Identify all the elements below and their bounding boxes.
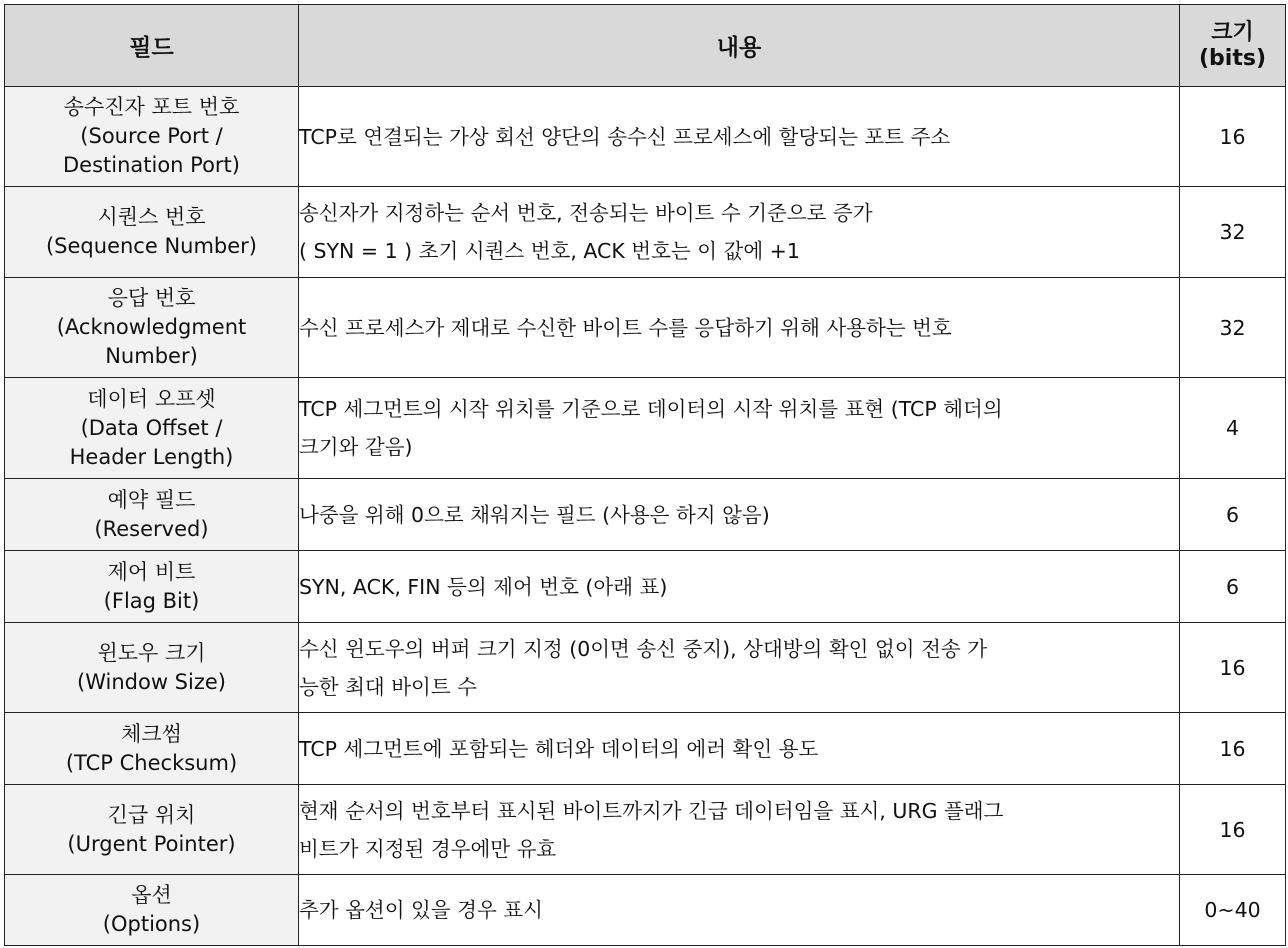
description-text: SYN, ACK, FIN 등의 제어 번호 (아래 표) (299, 574, 668, 599)
description-cell (299, 623, 1180, 713)
table-row (5, 87, 1286, 187)
description-text: 수신 윈도우의 버퍼 크기 지정 (0이면 송신 중지), 상대방의 확인 없이 전송 가 (299, 636, 988, 661)
field-name-en: (Reserved) (94, 516, 209, 541)
description-text: 현재 순서의 번호부터 표시된 바이트까지가 긴급 데이터임을 표시, URG 플래그 (299, 798, 1004, 823)
field-name-ko: 긴급 위치 (107, 802, 196, 827)
field-name-ko: 체크썸 (121, 721, 182, 746)
bits-cell: 32 (1180, 278, 1286, 378)
bits-cell: 16 (1180, 713, 1286, 785)
field-name-en-cont: Header Length) (69, 444, 234, 469)
field-name-ko: 예약 필드 (107, 487, 196, 512)
table-row (5, 479, 1286, 551)
size-column-header (1180, 5, 1286, 87)
field-cell (5, 278, 299, 378)
tcp-header-table (4, 4, 1286, 946)
field-name-en: (Options) (102, 912, 201, 936)
field-cell (5, 378, 299, 479)
size-header-unit: (bits) (1198, 45, 1266, 71)
bits-cell: 6 (1180, 551, 1286, 623)
table-row (5, 785, 1286, 875)
bits-cell: 16 (1180, 87, 1286, 187)
field-name-en: (Flag Bit) (103, 588, 200, 613)
field-name-ko: 제어 비트 (107, 559, 196, 584)
bits-cell: 0~40 (1180, 875, 1286, 946)
description-text: 추가 옵션이 있을 경우 표시 (299, 898, 543, 922)
field-name-en: (Acknowledgment (56, 315, 247, 339)
bits-cell: 16 (1180, 785, 1286, 875)
field-column-header: 필드 (5, 5, 299, 87)
description-cell (299, 713, 1180, 785)
field-name-ko: 옵션 (131, 883, 172, 907)
description-text: TCP로 연결되는 가상 회선 양단의 송수신 프로세스에 할당되는 포트 주소 (299, 124, 951, 149)
field-name-en: (Sequence Number) (45, 234, 257, 258)
field-name-ko: 윈도우 크기 (97, 640, 206, 665)
bits-cell: 6 (1180, 479, 1286, 551)
field-cell (5, 875, 299, 946)
field-name-en: (Data Offset / (80, 415, 223, 440)
field-cell (5, 187, 299, 278)
description-cell (299, 785, 1180, 875)
table-row (5, 278, 1286, 378)
field-name-en: (Window Size) (77, 669, 226, 694)
field-name-ko: 데이터 오프셋 (87, 386, 216, 411)
field-name-en-cont: Number) (105, 344, 198, 368)
description-text: 수신 프로세스가 제대로 수신한 바이트 수를 응답하기 위해 사용하는 번호 (299, 315, 952, 340)
field-cell (5, 713, 299, 785)
table-row (5, 551, 1286, 623)
size-header-label: 크기 (1211, 19, 1254, 45)
description-cell (299, 378, 1180, 479)
table-row (5, 187, 1286, 278)
description-text-cont: 비트가 지정된 경우에만 유효 (299, 836, 557, 861)
field-name-ko: 시퀀스 번호 (97, 205, 206, 229)
table-row (5, 713, 1286, 785)
description-text: 송신자가 지정하는 순서 번호, 전송되는 바이트 수 기준으로 증가 (299, 201, 873, 225)
table-row (5, 623, 1286, 713)
bits-cell: 4 (1180, 378, 1286, 479)
description-cell (299, 187, 1180, 278)
content-column-header: 내용 (299, 5, 1180, 87)
description-cell (299, 87, 1180, 187)
field-cell (5, 551, 299, 623)
description-text: 나중을 위해 0으로 채워지는 필드 (사용은 하지 않음) (299, 502, 770, 527)
description-text-cont: 능한 최대 바이트 수 (299, 674, 477, 699)
description-text-cont: 크기와 같음) (299, 435, 413, 459)
description-cell (299, 278, 1180, 378)
field-cell (5, 785, 299, 875)
field-cell (5, 479, 299, 551)
field-cell (5, 87, 299, 187)
field-name-en: (Source Port / (80, 124, 223, 148)
description-text: TCP 세그먼트에 포함되는 헤더와 데이터의 에러 확인 용도 (299, 736, 819, 761)
field-name-ko: 송수진자 포트 번호 (63, 95, 240, 119)
field-cell (5, 623, 299, 713)
field-name-ko: 응답 번호 (107, 286, 196, 310)
table-header-row (5, 5, 1286, 87)
field-name-en: (Urgent Pointer) (67, 831, 236, 856)
description-text: TCP 세그먼트의 시작 위치를 기준으로 데이터의 시작 위치를 표현 (TCP 헤더의 (299, 397, 1003, 421)
field-name-en: (TCP Checksum) (65, 750, 238, 775)
description-cell (299, 551, 1180, 623)
field-name-en-cont: Destination Port) (62, 153, 240, 177)
table-row (5, 378, 1286, 479)
bits-cell: 32 (1180, 187, 1286, 278)
bits-cell: 16 (1180, 623, 1286, 713)
description-text-cont: ( SYN = 1 ) 초기 시퀀스 번호, ACK 번호는 이 값에 +1 (299, 239, 800, 263)
table-row (5, 875, 1286, 946)
description-cell (299, 479, 1180, 551)
description-cell (299, 875, 1180, 946)
